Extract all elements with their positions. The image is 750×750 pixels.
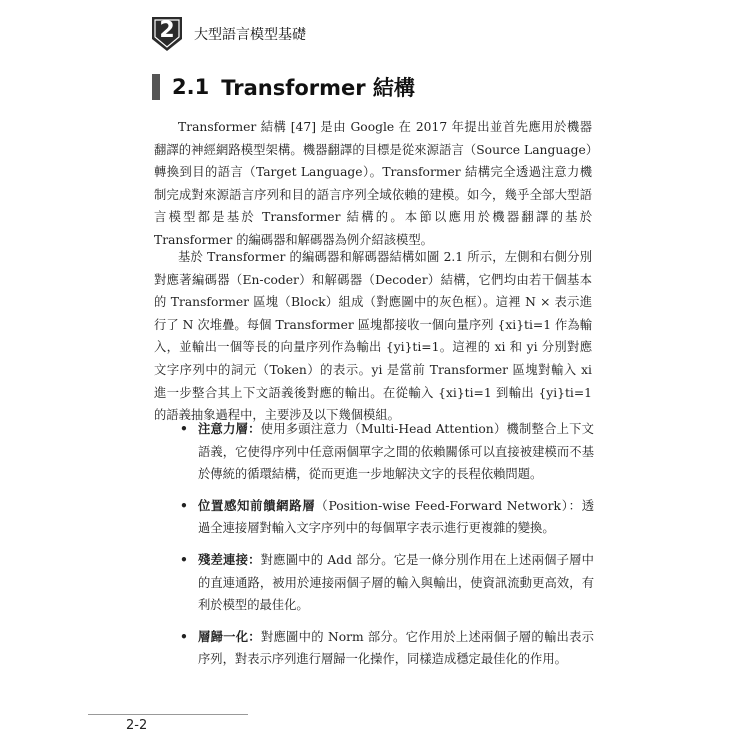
list-item-ffn	[176, 495, 594, 540]
bullet-text: 對應圖中的 Add 部分。它是一條分別作用在上述兩個子層中的直連通路，被用於連接兩個子層的輸入與輸出，使資訊流動更高效，有利於模型的最佳化。	[198, 552, 594, 613]
section-title: Transformer 結構	[221, 76, 415, 100]
bullet-term: 注意力層：	[198, 422, 261, 436]
bullet-text: 使用多頭注意力（Multi-Head Attention）機制整合上下文語義，它使得序列中任意兩個單字之間的依賴關係可以直接被建模而不基於傳統的循環結構，從而更進一步地解決文字的長程依賴問題。	[198, 422, 594, 482]
section-heading	[152, 74, 415, 100]
list-item-attention	[176, 418, 594, 486]
paragraph-intro: Transformer 結構 [47] 是由 Google 在 2017 年提出並首先應用於機器翻譯的神經網路模型架構。機器翻譯的目標是從來源語言（Source Language）轉換到目的語言（Target Language）。Transformer 結構完全透過注意力機制完成對來源語言序列和目的語言序列全域依賴的建模。如今，幾乎全部大型語言模型都是基於 Transformer 結構的。本節以應用於機器翻譯的基於 Transformer 的編碼器和解碼器為例介紹該模型。	[154, 120, 592, 247]
footer-divider	[88, 714, 248, 715]
page-number: 2-2	[126, 718, 148, 733]
bullet-term: 殘差連接：	[198, 552, 261, 567]
list-item-layernorm	[176, 626, 594, 671]
chapter-title: 大型語言模型基礎	[194, 27, 306, 43]
bullet-text: 對應圖中的 Norm 部分。它作用於上述兩個子層的輸出表示序列，對表示序列進行層歸一化操作，同樣造成穩定最佳化的作用。	[198, 629, 594, 667]
bullet-text: （Position-wise Feed-Forward Network）：透過全連接層對輸入文字序列中的每個單字表示進行更複雜的變換。	[198, 498, 594, 536]
module-list	[176, 418, 594, 680]
bullet-icon: •	[180, 422, 188, 436]
section-title-bar	[152, 74, 160, 100]
bullet-term: 位置感知前饋網路層	[198, 498, 316, 513]
bullet-icon: •	[180, 498, 188, 513]
bullet-icon: •	[180, 552, 188, 567]
section-number: 2.1	[172, 75, 210, 99]
list-item-residual	[176, 549, 594, 617]
chapter-number: 2	[159, 18, 175, 43]
bullet-icon: •	[180, 629, 188, 644]
bullet-term: 層歸一化：	[198, 629, 261, 644]
chapter-badge-icon	[150, 15, 184, 53]
chapter-header	[150, 14, 306, 54]
paragraph-structure: 基於 Transformer 的編碼器和解碼器結構如圖 2.1 所示，左側和右側分別對應著編碼器（En-coder）和解碼器（Decoder）結構，它們均由若干個基本的 Transformer 區塊（Block）組成（對應圖中的灰色框）。這裡 N × 表示進行了 N 次堆疊。每個 Transformer 區塊都接收一個向量序列 {xi}ti=1 作為輸入，並輸出一個等長的向量序列作為輸出 {yi}ti=1。這裡的 xi 和 yi 分別對應文字序列中的詞元（Token）的表示。yi 是當前 Transformer 區塊對輸入 xi 進一步整合其上下文語義後對應的輸出。在從輸入 {xi}ti=1 到輸出 {yi}ti=1 的語義抽象過程中，主要涉及以下幾個模組。	[154, 250, 592, 423]
